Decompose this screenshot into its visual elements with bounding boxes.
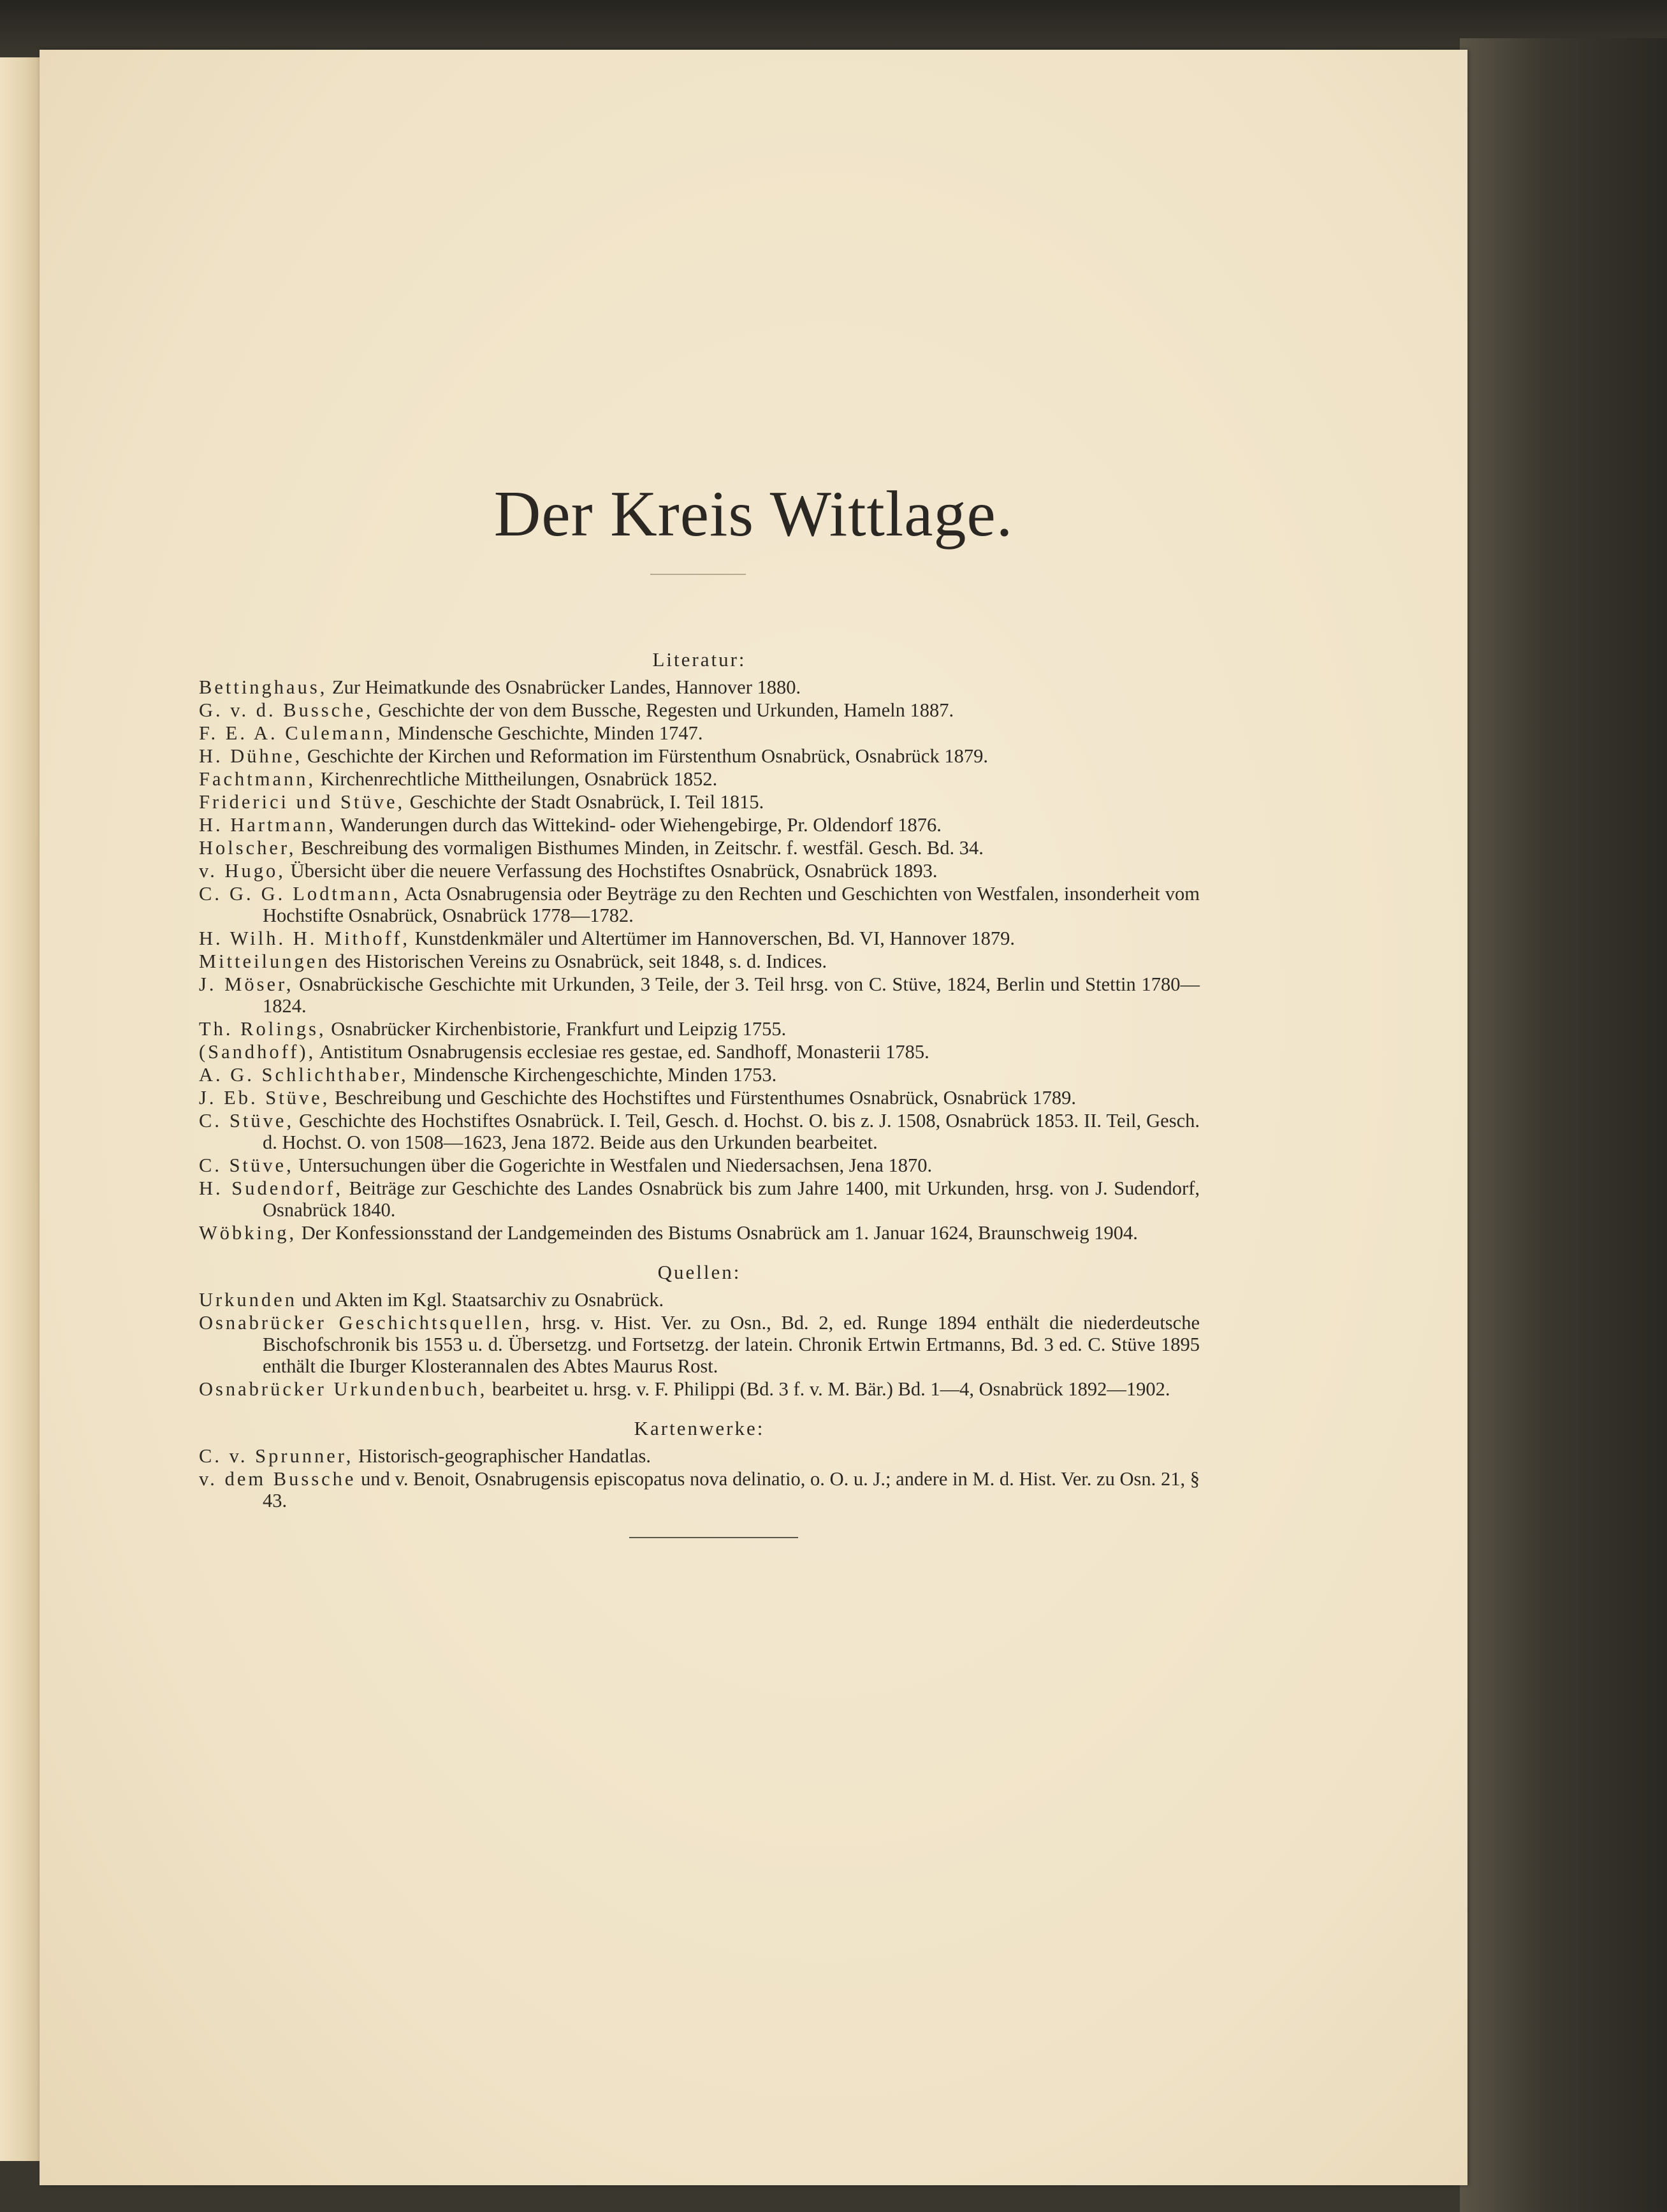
list-item: [199, 837, 1200, 859]
list-item: [199, 883, 1200, 926]
list-item: [199, 1018, 1200, 1040]
entry-text: des Historischen Vereins zu Osnabrück, seit 1848, s. d. Indices.: [335, 950, 827, 972]
entry-author: J. Möser,: [199, 973, 294, 995]
entry-text: Beschreibung des vormaligen Bisthumes Minden, in Zeitschr. f. westfäl. Gesch. Bd. 34.: [301, 837, 984, 859]
entry-author: G. v. d. Bussche,: [199, 699, 374, 721]
entry-text: Untersuchungen über die Gogerichte in Westfalen und Niedersachsen, Jena 1870.: [298, 1154, 933, 1176]
list-item: [199, 1378, 1200, 1400]
list-item: [199, 722, 1200, 744]
entry-author: Fachtmann,: [199, 768, 316, 790]
entry-text: Mindensche Kirchengeschichte, Minden 1753.: [413, 1064, 777, 1086]
entry-text: Kirchenrechtliche Mittheilungen, Osnabrück 1852.: [320, 768, 718, 790]
entry-text: bearbeitet u. hrsg. v. F. Philippi (Bd. 3 f. v. M. Bär.) Bd. 1—4, Osnabrück 1892—1902.: [491, 1378, 1170, 1400]
section-spacer: [199, 1245, 1200, 1262]
list-item: [199, 1468, 1200, 1511]
entry-text: und Akten im Kgl. Staatsarchiv zu Osnabrück.: [302, 1289, 664, 1311]
list-item: [199, 768, 1200, 790]
entry-author: H. Dühne,: [199, 745, 303, 767]
entry-text: Übersicht über die neuere Verfassung des Hochstiftes Osnabrück, Osnabrück 1893.: [290, 860, 938, 882]
entry-author: Th. Rolings,: [199, 1018, 326, 1040]
entry-author: C. Stüve,: [199, 1154, 294, 1176]
entry-text: Geschichte der Stadt Osnabrück, I. Teil 1815.: [409, 791, 764, 813]
list-item: [199, 973, 1200, 1017]
entry-text: Historisch-geographischer Handatlas.: [358, 1445, 652, 1467]
entry-author: H. Sudendorf,: [199, 1177, 343, 1199]
list-item: [199, 699, 1200, 721]
entry-author: Friderici und Stüve,: [199, 791, 405, 813]
list-item: [199, 928, 1200, 949]
book-cover-edge: [1460, 38, 1667, 2212]
entry-text: Osnabrückische Geschichte mit Urkunden, 3 Teile, der 3. Teil hrsg. von C. Stüve, 1824, Berlin und Stettin 1780—1824.: [263, 973, 1200, 1017]
entry-author: v. Hugo,: [199, 860, 286, 882]
entry-author: C. G. G. Lodtmann,: [199, 883, 401, 905]
entry-author: F. E. A. Culemann,: [199, 722, 393, 744]
entry-text: Mindensche Geschichte, Minden 1747.: [397, 722, 703, 744]
previous-page-edge: [0, 57, 45, 2161]
section-heading: Literatur:: [652, 648, 746, 671]
section-spacer: [199, 1401, 1200, 1418]
list-item: [199, 1222, 1200, 1244]
entry-author: J. Eb. Stüve,: [199, 1087, 330, 1109]
entry-text: Geschichte der von dem Bussche, Regesten und Urkunden, Hameln 1887.: [378, 699, 954, 721]
list-item: [199, 1289, 1200, 1311]
entry-author: Urkunden: [199, 1289, 297, 1311]
entry-author: C. Stüve,: [199, 1110, 295, 1131]
entry-author: C. v. Sprunner,: [199, 1445, 354, 1467]
entry-author: Osnabrücker Geschichtsquellen,: [199, 1312, 532, 1334]
entry-text: Acta Osnabrugensia oder Beyträge zu den Rechten und Geschichten von Westfalen, insonderheit vom Hochstifte Osnabrück, Osnabrück 1778—1782.: [263, 883, 1200, 926]
list-item: [199, 791, 1200, 813]
list-item: [199, 1064, 1200, 1086]
entry-author: Mitteilungen: [199, 950, 330, 972]
list-item: [199, 814, 1200, 836]
entry-author: v. dem Bussche: [199, 1468, 356, 1490]
list-item: [199, 1110, 1200, 1153]
section-heading: Kartenwerke:: [634, 1417, 765, 1439]
end-divider: [629, 1537, 798, 1538]
page-title: Der Kreis Wittlage.: [493, 478, 1014, 550]
section-kartenwerke: [199, 1418, 1200, 1511]
entry-author: (Sandhoff),: [199, 1041, 316, 1063]
entry-author: Holscher,: [199, 837, 296, 859]
list-item: [199, 1445, 1200, 1467]
document-page: [40, 50, 1467, 2185]
list-item: [199, 1087, 1200, 1109]
entry-text: Beschreibung und Geschichte des Hochstiftes und Fürstenthumes Osnabrück, Osnabrück 1789.: [334, 1087, 1076, 1109]
section-literatur: [199, 649, 1200, 1244]
entry-author: A. G. Schlichthaber,: [199, 1064, 409, 1086]
list-item: [199, 1177, 1200, 1221]
entry-author: Osnabrücker Urkundenbuch,: [199, 1378, 488, 1400]
entry-text: Geschichte der Kirchen und Reformation im Fürstenthum Osnabrück, Osnabrück 1879.: [307, 745, 988, 767]
entry-text: Osnabrücker Kirchenbistorie, Frankfurt und Leipzig 1755.: [331, 1018, 787, 1040]
list-item: [199, 950, 1200, 972]
entry-text: Beiträge zur Geschichte des Landes Osnabrück bis zum Jahre 1400, mit Urkunden, hrsg. von J. Sudendorf, Osnabrück 1840.: [263, 1177, 1200, 1221]
list-item: [199, 1312, 1200, 1377]
entry-author: H. Wilh. H. Mithoff,: [199, 928, 410, 949]
title-divider: [650, 574, 746, 575]
entry-author: H. Hartmann,: [199, 814, 336, 836]
entry-text: Geschichte des Hochstiftes Osnabrück. I. Teil, Gesch. d. Hochst. O. bis z. J. 1508, Osnabrück 1853. II. Teil, Gesch. d. Hochst. O. von 1508—1623, Jena 1872. Beide aus den Urkunden bearbeitet.: [263, 1110, 1200, 1153]
list-item: [199, 745, 1200, 767]
entry-text: Zur Heimatkunde des Osnabrücker Landes, Hannover 1880.: [331, 676, 801, 698]
list-item: [199, 1041, 1200, 1063]
list-item: [199, 676, 1200, 698]
entry-text: hrsg. v. Hist. Ver. zu Osn., Bd. 2, ed. Runge 1894 enthält die niederdeutsche Bischofschronik bis 1553 u. d. Übersetzg. und Fortsetzg. der latein. Chronik Ertwin Ertmanns, Bd. 3 ed. C. Stüve 1895 enthält die Iburger Klosterannalen des Abtes Maurus Rost.: [263, 1312, 1200, 1377]
list-item: [199, 860, 1200, 882]
entry-text: Der Konfessionsstand der Landgemeinden des Bistums Osnabrück am 1. Januar 1624, Braunschweig 1904.: [301, 1222, 1138, 1244]
entry-author: Wöbking,: [199, 1222, 297, 1244]
entry-text: und v. Benoit, Osnabrugensis episcopatus nova delinatio, o. O. u. J.; andere in M. d. Hist. Ver. zu Osn. 21, § 43.: [263, 1468, 1200, 1511]
bibliography: [199, 649, 1200, 1538]
section-quellen: [199, 1262, 1200, 1400]
entry-author: Bettinghaus,: [199, 676, 328, 698]
entry-text: Kunstdenkmäler und Altertümer im Hannoverschen, Bd. VI, Hannover 1879.: [414, 928, 1015, 949]
list-item: [199, 1154, 1200, 1176]
entry-text: Antistitum Osnabrugensis ecclesiae res gestae, ed. Sandhoff, Monasterii 1785.: [319, 1041, 929, 1063]
section-heading: Quellen:: [657, 1261, 741, 1283]
entry-text: Wanderungen durch das Wittekind- oder Wiehengebirge, Pr. Oldendorf 1876.: [340, 814, 942, 836]
book-binding-top: [0, 0, 1667, 57]
